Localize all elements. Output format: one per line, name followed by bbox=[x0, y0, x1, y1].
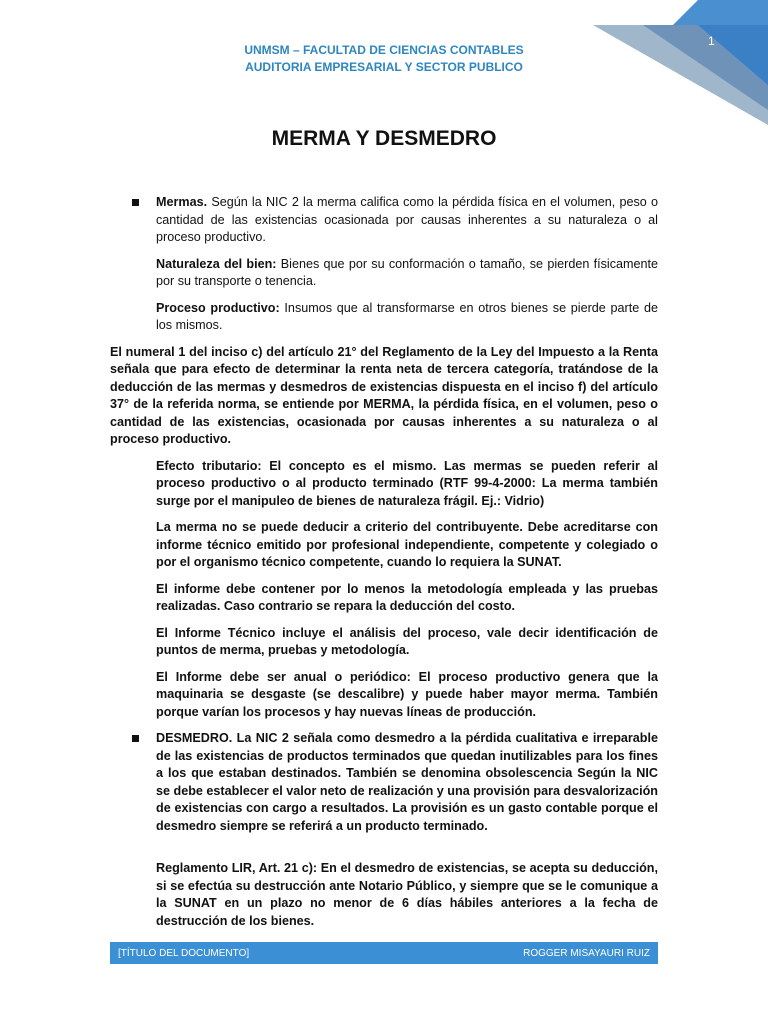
spacer bbox=[110, 844, 658, 860]
mermas-text: Según la NIC 2 la merma califica como la pérdida física en el volumen, peso o cantidad de las existencias ocasionada por causas inherentes a su naturaleza o al proceso productivo. bbox=[156, 195, 658, 244]
proceso-text: Insumos que al transformarse en otros bienes se pierde parte de los mismos. bbox=[156, 300, 658, 332]
proceso-term: Proceso productivo: bbox=[156, 300, 280, 315]
numeral-paragraph: El numeral 1 del inciso c) del artículo 21° del Reglamento de la Ley del Impuesto a la Renta señala que para efecto de determinar la renta neta de tercera categoría, tratándose de la deducción de las mermas y desmedros de existencias dispuesta en el inciso f) del artículo 37° de la referida norma, se entiende por MERMA, la pérdida física, en el volumen, peso o cantidad de las existencias, ocasionada por causas inherentes a su naturaleza o al proceso productivo. bbox=[110, 344, 658, 446]
document-body bbox=[110, 194, 658, 939]
document-title: MERMA Y DESMEDRO bbox=[271, 127, 497, 150]
bullet-square-icon bbox=[132, 199, 139, 206]
efecto-text: El concepto es el mismo. Las mermas se pueden referir al proceso productivo o al producto terminado (RTF 99-4-2000: La merma también surge por el manipuleo de bienes de naturaleza frágil. Ej.: Vidrio) bbox=[156, 458, 658, 508]
mermas-paragraph bbox=[156, 194, 658, 247]
document-header bbox=[0, 42, 768, 76]
efecto-term: Efecto tributario: bbox=[156, 458, 262, 473]
bullet-mermas bbox=[110, 194, 658, 247]
footer-author: ROGGER MISAYAURI RUIZ bbox=[523, 947, 650, 959]
informe-anual-paragraph: El Informe debe ser anual o periódico: El proceso productivo genera que la maquinaria se desgaste (se descalibre) y puede haber mayor merma. También porque varían los procesos y hay nuevas líneas de producción. bbox=[156, 669, 658, 719]
naturaleza-text: Bienes que por su conformación o tamaño, se pierden físicamente por su transporte o tenencia. bbox=[156, 256, 658, 288]
header-line-2: AUDITORIA EMPRESARIAL Y SECTOR PUBLICO bbox=[245, 60, 523, 74]
bullet-square-icon bbox=[132, 735, 139, 742]
naturaleza-paragraph bbox=[110, 256, 658, 291]
informe-contener-paragraph: El informe debe contener por lo menos la metodología empleada y las pruebas realizadas. Caso contrario se repara la deducción del costo. bbox=[156, 581, 658, 613]
bullet-desmedro bbox=[110, 730, 658, 835]
mermas-term: Mermas. bbox=[156, 195, 208, 209]
desmedro-paragraph bbox=[156, 730, 658, 835]
naturaleza-term: Naturaleza del bien: bbox=[156, 256, 277, 271]
footer-document-title: [TÍTULO DEL DOCUMENTO] bbox=[118, 947, 250, 959]
reglamento-paragraph: Reglamento LIR, Art. 21 c): En el desmedro de existencias, se acepta su deducción, si se efectúa su destrucción ante Notario Público, y siempre que se le comunique a la SUNAT en un plazo no menor de 6 días hábiles anteriores a la fecha de destrucción de los bienes. bbox=[156, 861, 658, 928]
page-number: 1 bbox=[708, 34, 715, 48]
informe-tecnico-paragraph: El Informe Técnico incluye el análisis del proceso, vale decir identificación de puntos de merma, pruebas y metodología. bbox=[156, 625, 658, 657]
proceso-paragraph bbox=[110, 300, 658, 335]
desmedro-term: DESMEDRO. bbox=[156, 731, 233, 745]
efecto-paragraph bbox=[110, 458, 658, 511]
merma-criterio-paragraph: La merma no se puede deducir a criterio del contribuyente. Debe acreditarse con informe técnico emitido por profesional independiente, competente y colegiado o por el organismo técnico competente, cuando lo requiera la SUNAT. bbox=[156, 520, 658, 569]
header-line-1: UNMSM – FACULTAD DE CIENCIAS CONTABLES bbox=[244, 43, 524, 57]
document-footer bbox=[110, 942, 658, 964]
desmedro-text: La NIC 2 señala como desmedro a la pérdida cualitativa e irreparable de las existencias de productos terminados que quedan inutilizables para los fines a los que estaban destinados. También se denomina obsolescencia Según la NIC se debe establecer el valor neto de realización y una provisión para desvalorización de existencias con cargo a resultados. La provisión es un gasto contable porque el desmedro siempre se referirá a un producto terminado. bbox=[156, 731, 658, 833]
